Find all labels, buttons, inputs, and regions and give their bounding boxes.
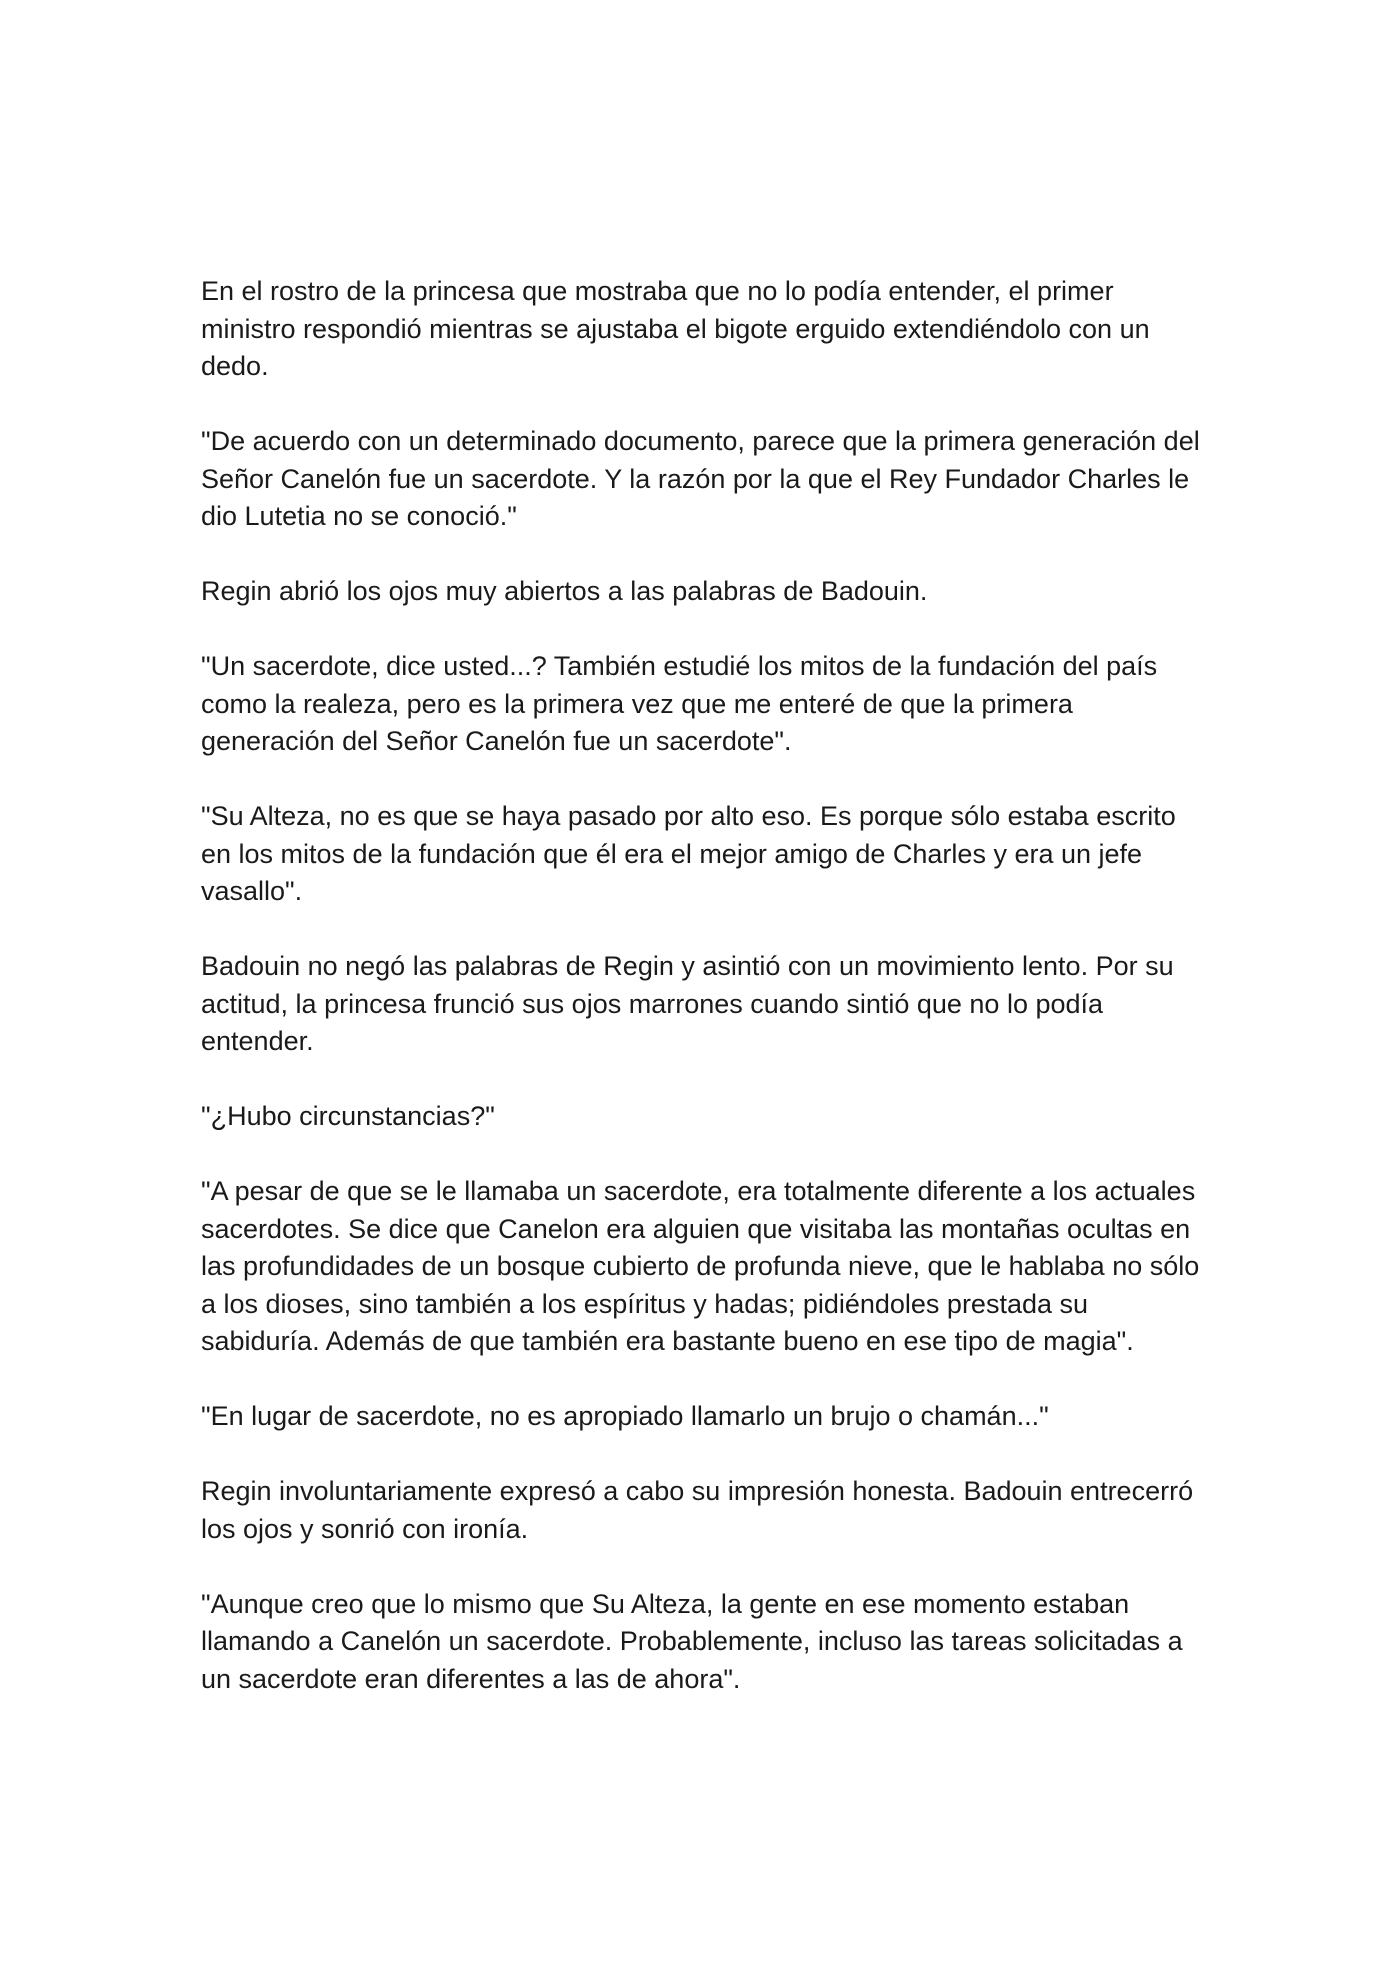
paragraph-11: "Aunque creo que lo mismo que Su Alteza, la gente en ese momento estaban llamando a Canelón un sacerdote. Probablemente, incluso las tareas solicitadas a un sacerdote eran diferentes a las de ahora". — [201, 1588, 1183, 1694]
paragraph-7: "¿Hubo circunstancias?" — [201, 1101, 495, 1131]
document-page — [201, 273, 1211, 1698]
paragraph-2: "De acuerdo con un determinado documento, parece que la primera generación del Señor Canelón fue un sacerdote. Y la razón por la que el Rey Fundador Charles le dio Lutetia no se conoció." — [201, 426, 1200, 531]
paragraph-1: En el rostro de la princesa que mostraba que no lo podía entender, el primer ministro respondió mientras se ajustaba el bigote erguido extendiéndolo con un dedo. — [201, 276, 1150, 381]
paragraph-9: "En lugar de sacerdote, no es apropiado llamarlo un brujo o chamán..." — [201, 1401, 1049, 1431]
paragraph-6: Badouin no negó las palabras de Regin y asintió con un movimiento lento. Por su actitud, la princesa frunció sus ojos marrones cuando sintió que no lo podía entender. — [201, 951, 1174, 1056]
paragraph-3: Regin abrió los ojos muy abiertos a las palabras de Badouin. — [201, 576, 928, 606]
paragraph-10: Regin involuntariamente expresó a cabo su impresión honesta. Badouin entrecerró los ojos y sonrió con ironía. — [201, 1476, 1194, 1544]
paragraph-4: "Un sacerdote, dice usted...? También estudié los mitos de la fundación del país como la realeza, pero es la primera vez que me enteré de que la primera generación del Señor Canelón fue un sacerdote". — [201, 651, 1158, 756]
paragraph-8: "A pesar de que se le llamaba un sacerdote, era totalmente diferente a los actuales sacerdotes. Se dice que Canelon era alguien que visitaba las montañas ocultas en las profundidades de un bosque cubierto de profunda nieve, que le hablaba no sólo a los dioses, sino también a los espíritus y hadas; pidiéndoles prestada su sabiduría. Además de que también era bastante bueno en ese tipo de magia". — [201, 1176, 1200, 1356]
paragraph-5: "Su Alteza, no es que se haya pasado por alto eso. Es porque sólo estaba escrito en los mitos de la fundación que él era el mejor amigo de Charles y era un jefe vasallo". — [201, 801, 1176, 906]
